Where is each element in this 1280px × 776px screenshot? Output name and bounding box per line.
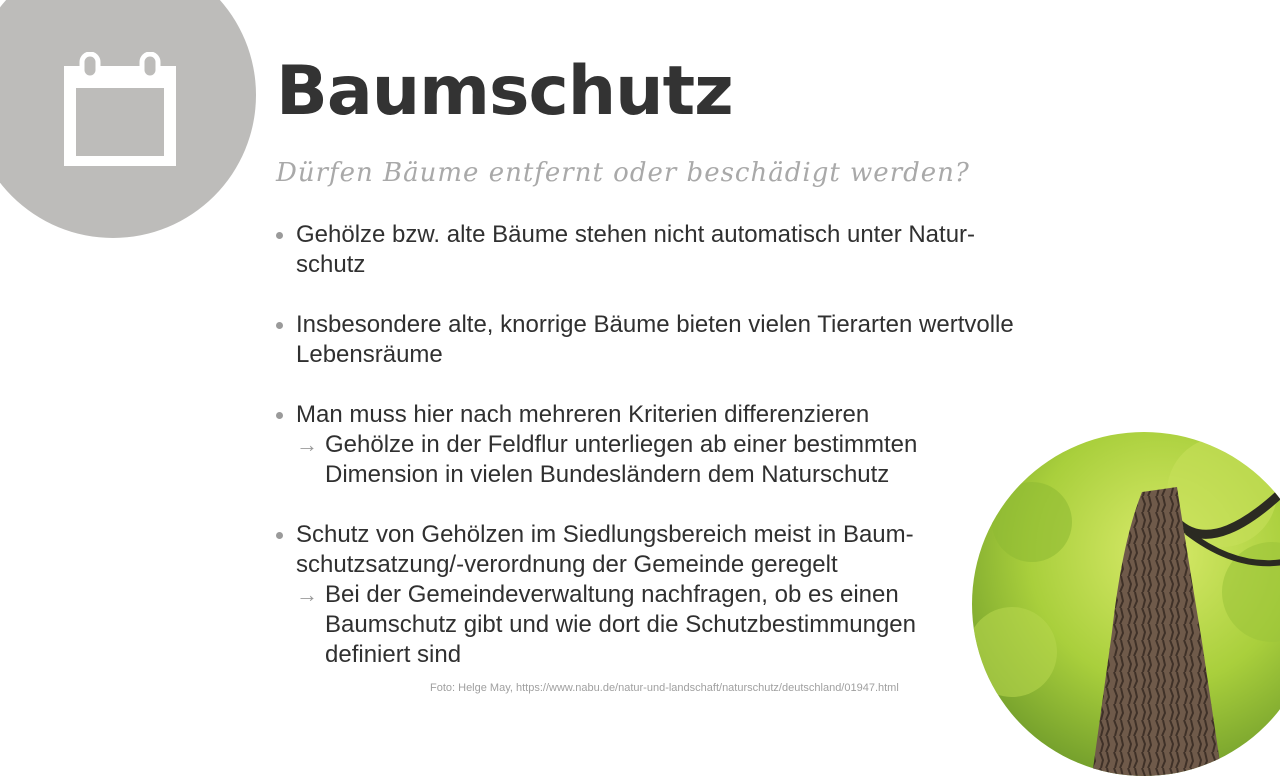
- sub-point-text: Gehölze in der Feldflur unterliegen ab einer bestimmten: [325, 431, 918, 458]
- arrow-right-icon: →: [296, 582, 318, 607]
- bullet-text: schutz: [296, 251, 366, 278]
- sub-point: [296, 430, 1076, 490]
- bullet-item: [276, 400, 1076, 490]
- bullet-item: [276, 310, 1076, 370]
- sub-point-text: Dimension in vielen Bundesländern dem Naturschutz: [325, 461, 890, 488]
- bullet-list: [276, 220, 1076, 700]
- sub-point-text: Bei der Gemeindeverwaltung nachfragen, ob es einen: [325, 581, 899, 608]
- bullet-text: Schutz von Gehölzen im Siedlungsbereich meist in Baum-: [296, 521, 914, 548]
- bullet-item: [276, 220, 1076, 280]
- photo-caption: Foto: Helge May, https://www.nabu.de/natur-und-landschaft/naturschutz/deutschland/01947.html: [430, 682, 899, 694]
- bullet-text: Gehölze bzw. alte Bäume stehen nicht automatisch unter Natur-: [296, 221, 976, 248]
- sub-point-text: definiert sind: [325, 641, 462, 668]
- bullet-item: [276, 520, 1076, 670]
- slide-title: Baumschutz: [276, 52, 733, 131]
- arrow-right-icon: →: [296, 432, 318, 457]
- sub-point-text: Baumschutz gibt und wie dort die Schutzbestimmungen: [325, 611, 916, 638]
- calendar-icon: [62, 52, 178, 170]
- bullet-text: Insbesondere alte, knorrige Bäume bieten vielen Tierarten wertvolle: [296, 311, 1014, 338]
- sub-point: [296, 580, 1076, 670]
- bullet-text: Lebensräume: [296, 341, 443, 368]
- slide-subtitle: Dürfen Bäume entfernt oder beschädigt werden?: [276, 158, 970, 188]
- bullet-text: schutzsatzung/-verordnung der Gemeinde geregelt: [296, 551, 838, 578]
- bullet-text: Man muss hier nach mehreren Kriterien differenzieren: [296, 401, 870, 428]
